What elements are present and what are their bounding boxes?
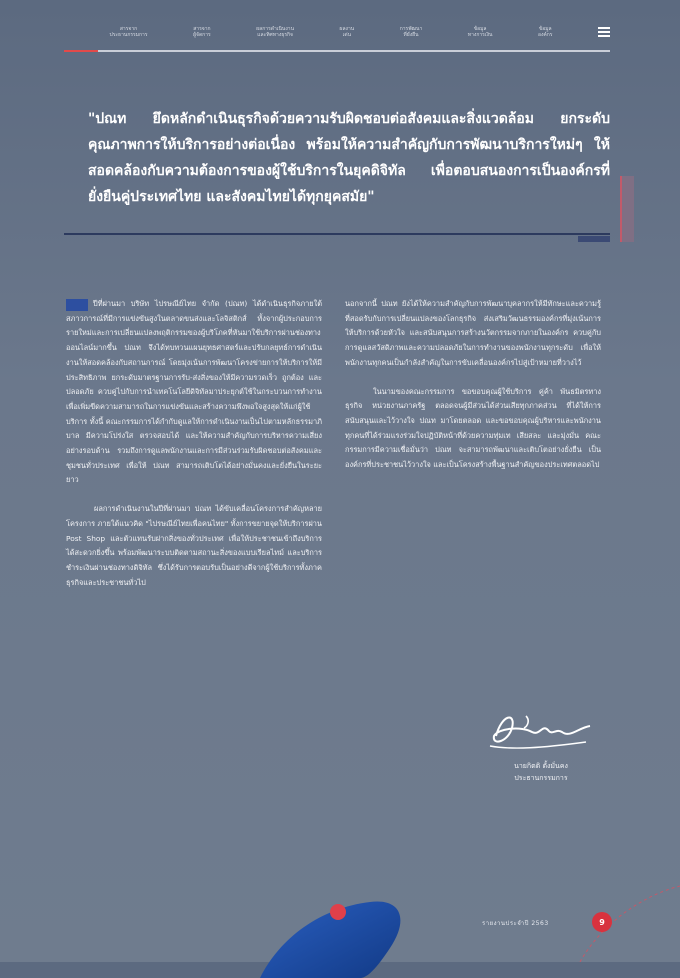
nav-item-chairman-message[interactable]: สารจาก ประธานกรรมการ xyxy=(109,26,148,38)
top-navigation xyxy=(64,20,610,44)
side-bookmark-tab[interactable] xyxy=(620,176,634,242)
quote-divider xyxy=(64,233,610,235)
signer-name: นายกิตติ ตั้งมั่นคง xyxy=(514,762,568,770)
nav-item-performance[interactable]: ผลการดำเนินงาน และทิศทางธุรกิจ xyxy=(256,26,295,38)
signature-image xyxy=(482,706,598,756)
signer-block xyxy=(476,760,606,784)
decorative-arc xyxy=(560,866,680,962)
signer-position: ประธานกรรมการ xyxy=(514,774,568,782)
paragraph: ในนามของคณะกรรมการ ขอขอบคุณผู้ใช้บริการ คู่ค้า พันธมิตรทางธุรกิจ หน่วยงานภาครัฐ ตลอดจนผู้มีส่วนได้ส่วนเสียทุกภาคส่วน ที่ได้ให้การสนับสนุนและไว้วางใจ ปณท มาโดยตลอด และขอขอบคุณผู้บริหารและพนักงานทุกคนที่ได้ร่วมแรงร่วมใจปฏิบัติหน้าที่ด้วยความทุ่มเท เสียสละ และมุ่งมั่น คณะกรรมการมีความเชื่อมั่นว่า ปณท จะสามารถพัฒนาและเติบโตอย่างยั่งยืน เป็นองค์กรที่ประชาชนไว้วางใจ และเป็นโครงสร้างพื้นฐานสำคัญของประเทศตลอดไป xyxy=(345,386,601,470)
paragraph: ผลการดำเนินงานในปีที่ผ่านมา ปณท ได้ขับเคลื่อนโครงการสำคัญหลายโครงการ ภายใต้แนวคิด "ไปรษณีย์ไทยเพื่อคนไทย" ทั้งการขยายจุดให้บริการผ่าน Post Shop และตัวแทนรับฝากสิ่งของทั่วประเทศ เพื่อให้ประชาชนเข้าถึงบริการได้สะดวกยิ่งขึ้น พร้อมพัฒนาระบบติดตามสถานะสิ่งของแบบเรียลไทม์ และบริการชำระเงินผ่านช่องทางดิจิทัล ซึ่งได้รับการตอบรับเป็นอย่างดีจากผู้ใช้บริการทั้งภาคธุรกิจและประชาชนทั่วไป xyxy=(66,504,322,587)
body-column-left xyxy=(66,297,322,604)
nav-active-indicator xyxy=(64,50,98,52)
nav-item-corporate[interactable]: ข้อมูล องค์กร xyxy=(537,26,553,38)
nav-item-president-message[interactable]: สารจาก ผู้จัดการ xyxy=(193,26,211,38)
quote-tag-mark xyxy=(578,236,610,242)
paragraph: นอกจากนี้ ปณท ยังได้ให้ความสำคัญกับการพัฒนาบุคลากรให้มีทักษะและความรู้ที่สอดรับกับการเปลี่ยนแปลงของโลกธุรกิจ ส่งเสริมวัฒนธรรมองค์กรที่มุ่งเน้นการให้บริการด้วยหัวใจ และสนับสนุนการสร้างนวัตกรรมจากภายในองค์กร ควบคู่กับการดูแลสวัสดิภาพและความปลอดภัยในการทำงานของพนักงานทุกระดับ เพื่อให้พนักงานทุกคนเป็นกำลังสำคัญในการขับเคลื่อนองค์กรไปสู่เป้าหมายที่วางไว้ xyxy=(345,299,601,367)
pull-quote: "ปณท ยึดหลักดำเนินธุรกิจด้วยความรับผิดชอบต่อสังคมและสิ่งแวดล้อม ยกระดับคุณภาพการให้บริการอย่างต่อเนื่อง พร้อมให้ความสำคัญกับการพัฒนาบริการใหม่ๆ ให้สอดคล้องกับความต้องการของผู้ใช้บริการในยุคดิจิทัล เพื่อตอบสนองการเป็นองค์กรที่ยั่งยืนคู่ประเทศไทย และสังคมไทยได้ทุกยุคสมัย" xyxy=(88,111,610,205)
nav-item-highlights[interactable]: ผลงาน เด่น xyxy=(339,26,355,38)
page-number-badge: 9 xyxy=(592,912,612,932)
nav-divider xyxy=(64,50,610,52)
paragraph: ปีที่ผ่านมา บริษัท ไปรษณีย์ไทย จำกัด (ปณท) ได้ดำเนินธุรกิจภายใต้สภาวการณ์ที่มีการแข่งขันสูงในตลาดขนส่งและโลจิสติกส์ ทั้งจากผู้ประกอบการรายใหม่และการเปลี่ยนแปลงพฤติกรรมของผู้บริโภคที่หันมาใช้บริการผ่านช่องทางออนไลน์มากขึ้น ปณท จึงได้ทบทวนแผนยุทธศาสตร์และปรับกลยุทธ์การดำเนินงานให้สอดคล้องกับสถานการณ์ โดยมุ่งเน้นการพัฒนาโครงข่ายการให้บริการให้มีประสิทธิภาพ ยกระดับมาตรฐานการรับ-ส่งสิ่งของให้มีความรวดเร็ว ถูกต้อง และปลอดภัย ควบคู่ไปกับการนำเทคโนโลยีดิจิทัลมาประยุกต์ใช้ในกระบวนการทำงาน เพื่อเพิ่มขีดความสามารถในการแข่งขันและสร้างความพึงพอใจสูงสุดให้แก่ผู้ใช้บริการ ทั้งนี้ คณะกรรมการได้กำกับดูแลให้การดำเนินงานเป็นไปตามหลักธรรมาภิบาล มีความโปร่งใส ตรวจสอบได้ และให้ความสำคัญกับการบริหารความเสี่ยงอย่างรอบด้าน รวมถึงการดูแลพนักงานและการมีส่วนร่วมรับผิดชอบต่อสังคมและชุมชนทั่วประเทศ เพื่อให้ ปณท สามารถเติบโตได้อย่างมั่นคงและยั่งยืนในระยะยาว xyxy=(66,299,322,485)
footer-report-label: รายงานประจำปี 2563 xyxy=(482,920,549,927)
dropcap-mark xyxy=(66,299,88,311)
nav-item-sustainability[interactable]: การพัฒนา ที่ยั่งยืน xyxy=(399,26,423,38)
body-column-right xyxy=(345,297,601,487)
menu-icon[interactable] xyxy=(598,27,610,37)
nav-item-financial[interactable]: ข้อมูล ทางการเงิน xyxy=(467,26,493,38)
decorative-blob xyxy=(250,888,410,978)
